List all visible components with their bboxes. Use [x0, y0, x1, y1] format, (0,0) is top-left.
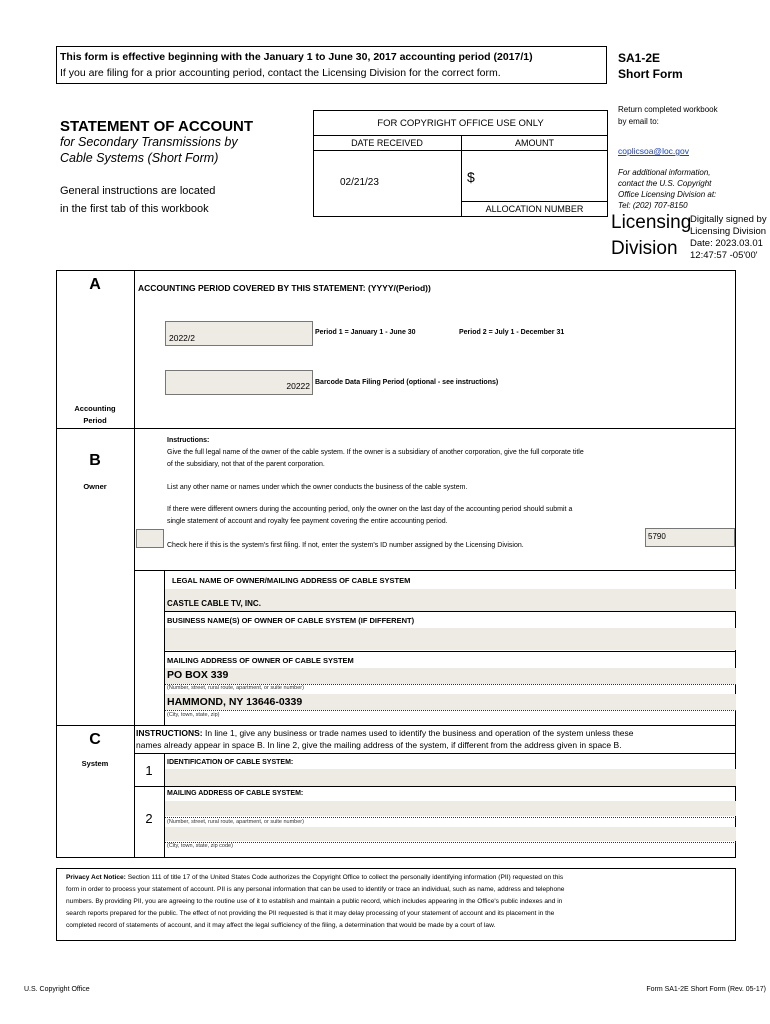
section-b-label: Owner: [83, 482, 107, 491]
system-mailing-address-label: MAILING ADDRESS OF CABLE SYSTEM:: [167, 790, 304, 797]
business-names-field[interactable]: [165, 628, 736, 650]
first-filing-checkbox[interactable]: [136, 529, 164, 548]
page-subtitle-line2: Cable Systems (Short Form): [60, 151, 219, 165]
system-address-line2-hint: (City, town, state, zip code): [167, 843, 233, 849]
section-c-instructions-text: In line 1, give any business or trade names used to identify the business and operation of the system unless these: [202, 728, 634, 738]
allocation-number-label: ALLOCATION NUMBER: [485, 204, 584, 214]
system-id-value: 5790: [648, 532, 666, 541]
system-identification-field[interactable]: [165, 769, 736, 786]
section-b-instructions-line3: List any other name or names under which the owner conducts the business of the cable system.: [167, 484, 468, 491]
page-subtitle-line1: for Secondary Transmissions by: [60, 135, 238, 149]
system-address-line1-field[interactable]: [165, 801, 736, 816]
system-identification-label: IDENTIFICATION OF CABLE SYSTEM:: [167, 759, 294, 766]
contact-tel: Tel: (202) 707-8150: [618, 201, 688, 210]
amount-symbol: $: [467, 169, 475, 185]
footer-right: Form SA1-2E Short Form (Rev. 05-17): [646, 986, 766, 993]
signature-name-line1: Licensing: [611, 212, 692, 233]
page-title: STATEMENT OF ACCOUNT: [60, 118, 254, 135]
accounting-period-value: 2022/2: [169, 333, 195, 343]
section-a-letter: A: [89, 276, 101, 293]
amount-label: AMOUNT: [515, 138, 554, 148]
section-c-instructions-title: INSTRUCTIONS:: [136, 728, 203, 738]
section-b-instructions-line4: If there were different owners during the accounting period, only the owner on the last day of the accounting period should submit a: [167, 506, 573, 513]
section-c-instructions-line1: [136, 728, 634, 738]
address-line1-field[interactable]: [165, 668, 736, 684]
barcode-period-value: 20222: [286, 381, 310, 391]
system-address-line1-hint: (Number, street, rural route, apartment, or suite number): [167, 819, 304, 825]
privacy-notice-line4: search reports prepared for the public. The effect of not providing the PII requested is that it may delay processing of your statement of account and its placement in the: [66, 910, 555, 917]
system-line1-number: 1: [145, 763, 153, 778]
section-c-letter: C: [89, 731, 101, 748]
section-b-instructions-title: Instructions:: [167, 437, 210, 444]
legal-name-value: CASTLE CABLE TV, INC.: [167, 599, 261, 608]
system-address-line2-field[interactable]: [165, 827, 736, 841]
general-instructions-line2: in the first tab of this workbook: [60, 203, 209, 215]
section-b-instructions-line1: Give the full legal name of the owner of the cable system. If the owner is a subsidiary of another corporation, give the full corporate title: [167, 449, 584, 456]
address-line1-value: PO BOX 339: [167, 669, 229, 681]
section-b-letter: B: [89, 452, 101, 469]
form-type: Short Form: [618, 67, 683, 81]
address-line2-field[interactable]: [165, 694, 736, 710]
business-names-label: BUSINESS NAME(S) OF OWNER OF CABLE SYSTEM (IF DIFFERENT): [167, 616, 415, 625]
section-c-label: System: [81, 759, 109, 768]
effective-notice-line2: If you are filing for a prior accounting period, contact the Licensing Division for the correct form.: [60, 67, 501, 79]
signature-detail-line3: Date: 2023.03.01: [690, 238, 763, 249]
system-line2-number: 2: [145, 811, 153, 826]
section-a-label-line2: Period: [83, 416, 107, 425]
barcode-period-label: Barcode Data Filing Period (optional - see instructions): [315, 379, 499, 386]
footer-left: U.S. Copyright Office: [24, 986, 90, 993]
office-use-heading: FOR COPYRIGHT OFFICE USE ONLY: [377, 118, 544, 129]
barcode-period-field[interactable]: [165, 370, 313, 395]
accounting-period-field[interactable]: [165, 321, 313, 346]
section-b-instructions-line2: of the subsidiary, not that of the parent corporation.: [167, 461, 325, 468]
privacy-notice-line5: completed record of statements of account, and it may affect the legal sufficiency of the filing, a determination that would be made by a court of law.: [66, 922, 496, 929]
contact-info-line1: For additional information,: [618, 168, 711, 177]
address-line1-hint: (Number, street, rural route, apartment, or suite number): [167, 685, 304, 691]
date-received-value: 02/21/23: [340, 177, 379, 188]
signature-detail-line4: 12:47:57 -05'00': [690, 250, 758, 261]
return-instructions-line1: Return completed workbook: [618, 105, 718, 114]
section-c-instructions-line2: names already appear in space B. In line 2, give the mailing address of the system, if different from the address given in space B.: [136, 740, 622, 750]
mailing-address-label: MAILING ADDRESS OF OWNER OF CABLE SYSTEM: [167, 656, 354, 665]
first-filing-label: Check here if this is the system's first filing. If not, enter the system's ID number assigned by the Licensing Division.: [167, 542, 524, 549]
form-code: SA1-2E: [618, 51, 661, 65]
general-instructions-line1: General instructions are located: [60, 185, 216, 197]
legal-name-label: LEGAL NAME OF OWNER/MAILING ADDRESS OF CABLE SYSTEM: [172, 576, 411, 585]
return-instructions-line2: by email to:: [618, 117, 659, 126]
privacy-notice-line3: numbers. By providing PII, you are agreeing to the routine use of it to establish and maintain a public record, which includes appearing in the Office's public indexes and in: [66, 898, 563, 905]
privacy-notice-title: Privacy Act Notice:: [66, 874, 126, 881]
privacy-notice-text: Section 111 of title 17 of the United States Code authorizes the Copyright Office to collect the personally identifying information (PII) requested on this: [125, 874, 564, 881]
privacy-notice-line2: form in order to process your statement of account. PII is any personal information that can be used to identify or trace an individual, such as name, address and telephone: [66, 886, 565, 893]
period-2-definition: Period 2 = July 1 - December 31: [459, 329, 565, 336]
signature-name-line2: Division: [611, 238, 678, 259]
contact-info-line3: Office Licensing Division at:: [618, 190, 717, 199]
signature-detail-line2: Licensing Division: [690, 226, 767, 237]
address-line2-value: HAMMOND, NY 13646-0339: [167, 696, 303, 708]
signature-detail-line1: Digitally signed by: [690, 214, 767, 225]
date-received-label: DATE RECEIVED: [351, 138, 423, 148]
privacy-notice-line1: [66, 874, 563, 881]
legal-name-field[interactable]: [165, 589, 736, 611]
system-id-field[interactable]: [645, 528, 735, 547]
email-link[interactable]: coplicsoa@loc.gov: [618, 146, 689, 156]
accounting-period-heading: ACCOUNTING PERIOD COVERED BY THIS STATEMENT: (YYYY/(Period)): [138, 283, 431, 293]
section-a-label-line1: Accounting: [74, 404, 116, 413]
contact-info-line2: contact the U.S. Copyright: [618, 179, 712, 188]
period-1-definition: Period 1 = January 1 - June 30: [315, 329, 416, 336]
section-b-instructions-line5: single statement of account and royalty fee payment covering the entire accounting period.: [167, 518, 448, 525]
effective-notice-line1: This form is effective beginning with the January 1 to June 30, 2017 accounting period (2017/1): [60, 51, 533, 63]
address-line2-hint: (City, town, state, zip): [167, 712, 220, 718]
